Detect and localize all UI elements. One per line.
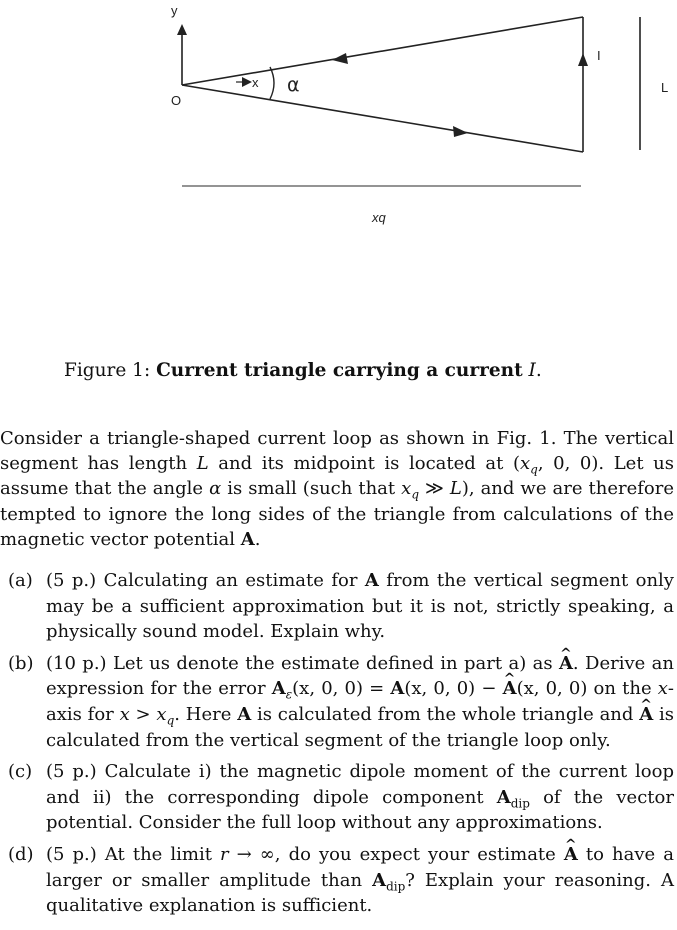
question-c-tag: (c) bbox=[8, 761, 33, 783]
intro-paragraph: Consider a triangle-shaped current loop as shown in Fig. 1. The vertical segment has length L and its midpoint is located at ($x_q$, 0, 0). Let us assume that the angle α is small (such that $x_q$ ≫ L), and we are therefore tempted to ignore the long sides of the triangle from calculations of the magnetic vector potential A. bbox=[0, 428, 674, 550]
y-axis-arrowhead bbox=[177, 24, 187, 35]
question-b: (b) (10 p.) Let us denote the estimate defined in part a) as ^ A. Derive an expression for the error $A_\varepsilon(x$, 0, 0) = A(x, 0, 0) − ^ A(x, 0, 0) on the x-axis for $x > x_q$. Here A is calculated from the whole triangle and ^ A is calculated from the vertical segment of the triangle loop only. bbox=[0, 651, 674, 753]
current-arrow-vertical bbox=[578, 53, 588, 66]
origin-label: O bbox=[171, 93, 182, 108]
x-label: x bbox=[252, 75, 259, 90]
caption-text: Current triangle carrying a current bbox=[156, 360, 523, 381]
caption-prefix: Figure 1: bbox=[64, 360, 151, 381]
question-a-tag: (a) bbox=[8, 570, 33, 591]
alpha-label: α bbox=[287, 74, 300, 96]
current-label: I bbox=[597, 48, 601, 63]
x-direction-arrowhead bbox=[242, 77, 252, 87]
question-d: (d) (5 p.) At the limit r → ∞, do you expect your estimate ^ A to have a larger or smaller amplitude than $A_{dip}$? Explain your reasoning. A qualitative explanation is sufficient. bbox=[0, 842, 674, 919]
current-arrow-lower bbox=[453, 126, 468, 137]
triangle-lower-side bbox=[182, 85, 583, 152]
triangle-upper-side bbox=[182, 17, 583, 85]
y-axis-label: y bbox=[171, 3, 178, 18]
question-list bbox=[0, 568, 674, 925]
length-label: L bbox=[661, 80, 669, 95]
angle-arc bbox=[270, 67, 274, 99]
question-a: (a) (5 p.) Calculating an estimate for A from the vertical segment only may be a sufficient approximation but it is not, strictly speaking, a physically sound model. Explain why. bbox=[8, 570, 674, 643]
question-d-tag: (d) bbox=[8, 843, 34, 865]
current-triangle-figure bbox=[0, 0, 677, 260]
caption-variable: I bbox=[528, 360, 536, 381]
xq-label: xq bbox=[372, 210, 386, 225]
question-b-tag: (b) bbox=[8, 652, 34, 674]
question-c: (c) (5 p.) Calculate i) the magnetic dipole moment of the current loop and ii) the corresponding dipole component $A_{dip}$ of the vector potential. Consider the full loop without any approximations. bbox=[8, 761, 674, 834]
figure-caption: Figure 1: Current triangle carrying a current I. bbox=[64, 360, 542, 381]
